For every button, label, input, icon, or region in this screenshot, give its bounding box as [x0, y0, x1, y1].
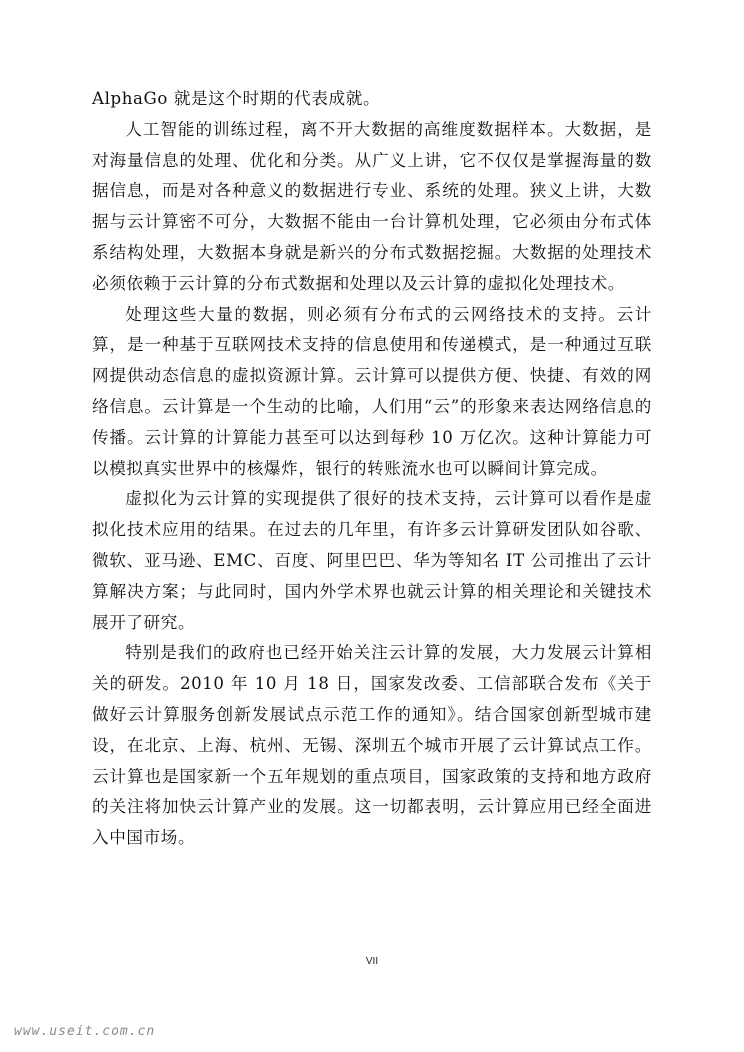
paragraph-government-policy: 特别是我们的政府也已经开始关注云计算的发展，大力发展云计算相关的研发。2010 年 10 月 18 日，国家发改委、工信部联合发布《关于做好云计算服务创新发展试点示范工作的通知》。结合国家创新型城市建设，在北京、上海、杭州、无锡、深圳五个城市开展了云计算试点工作。云计算也是国家新一个五年规划的重点项目，国家政策的支持和地方政府的关注将加快云计算产业的发展。这一切都表明，云计算应用已经全面进入中国市场。 — [92, 643, 652, 848]
paragraph-continuation: AlphaGo 就是这个时期的代表成就。 — [92, 89, 381, 108]
page-number: VII — [365, 956, 379, 967]
paragraph-cloud-computing: 处理这些大量的数据，则必须有分布式的云网络技术的支持。云计算，是一种基于互联网技术支持的信息使用和传递模式，是一种通过互联网提供动态信息的虚拟资源计算。云计算可以提供方便、快捷、有效的网络信息。云计算是一个生动的比喻，人们用“云”的形象来表达网络信息的传播。云计算的计算能力甚至可以达到每秒 10 万亿次。这种计算能力可以模拟真实世界中的核爆炸，银行的转账流水也可以瞬间计算完成。 — [92, 304, 652, 478]
body-text — [92, 84, 652, 854]
paragraph-virtualization: 虚拟化为云计算的实现提供了很好的技术支持，云计算可以看作是虚拟化技术应用的结果。在过去的几年里，有许多云计算研发团队如谷歌、微软、亚马逊、EMC、百度、阿里巴巴、华为等知名 IT 公司推出了云计算解决方案；与此同时，国内外学术界也就云计算的相关理论和关键技术展开了研究。 — [92, 489, 652, 632]
watermark: www.useit.com.cn — [14, 1024, 156, 1039]
paragraph-big-data: 人工智能的训练过程，离不开大数据的高维度数据样本。大数据，是对海量信息的处理、优化和分类。从广义上讲，它不仅仅是掌握海量的数据信息，而是对各种意义的数据进行专业、系统的处理。狭义上讲，大数据与云计算密不可分，大数据不能由一台计算机处理，它必须由分布式体系结构处理，大数据本身就是新兴的分布式数据挖掘。大数据的处理技术必须依赖于云计算的分布式数据和处理以及云计算的虚拟化处理技术。 — [92, 119, 652, 293]
